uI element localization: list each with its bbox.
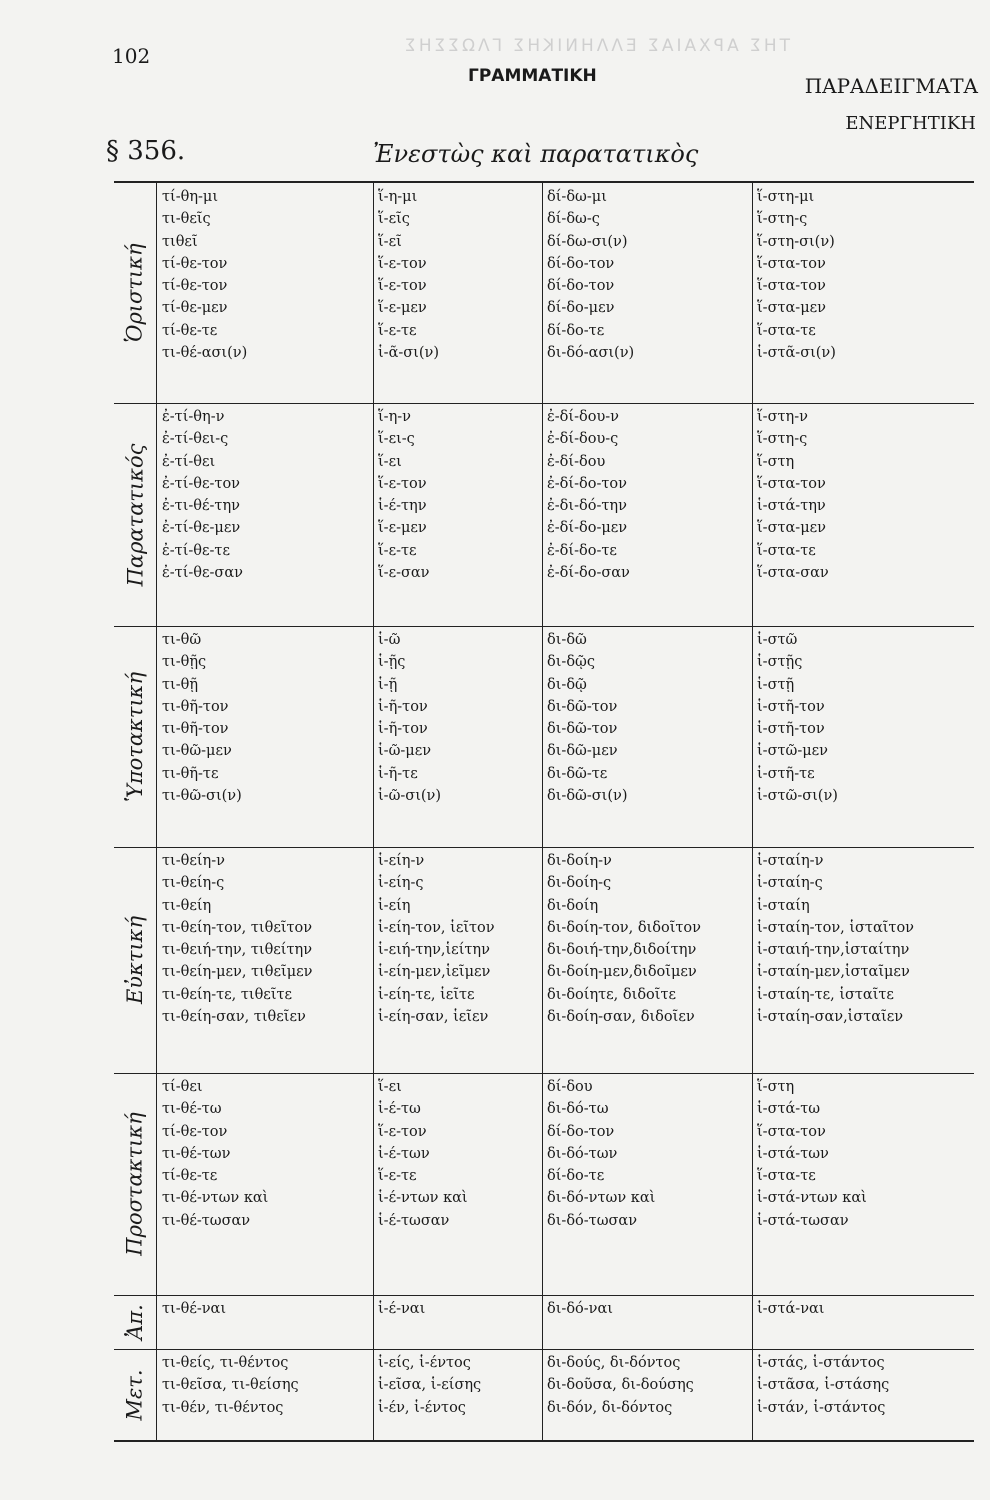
- verb-form: τι-θειή-την, τιθείτην: [162, 942, 313, 959]
- verb-form: ἱ-σταίη: [757, 897, 810, 914]
- verb-form: ἵ-στη-ς: [757, 211, 808, 228]
- verb-form: δι-δῶ: [547, 632, 587, 648]
- verb-form: δι-δοίη-σαν, διδοῖεν: [547, 1009, 695, 1026]
- row-rule: [114, 1073, 974, 1074]
- verb-form: δί-δω-μι: [547, 189, 607, 205]
- verb-column: [162, 1298, 226, 1320]
- verb-form: δι-δῶ-τον: [547, 721, 618, 738]
- verb-form: τι-θέ-των: [162, 1145, 231, 1162]
- verb-form: τιθεῖ: [162, 233, 198, 250]
- verb-form: ἵ-ε-τε: [378, 1168, 417, 1185]
- verb-form: δι-δῶ-τον: [547, 698, 618, 715]
- verb-form: ἱ-έν, ἱ-έντος: [378, 1399, 466, 1416]
- page-number: 102: [112, 44, 151, 68]
- verb-form: ἱ-ῆ-τον: [378, 721, 428, 738]
- verb-form: δι-δοῦσα, δι-δούσης: [547, 1377, 694, 1394]
- verb-column: [378, 1076, 468, 1232]
- verb-form: δι-δῶ-μεν: [547, 743, 618, 760]
- verb-form: δί-δο-τον: [547, 278, 615, 295]
- mood-block: [114, 1295, 974, 1349]
- verb-form: τί-θε-τον: [162, 1123, 228, 1140]
- verb-form: δι-δοίη-μεν,διδοῖμεν: [547, 964, 697, 981]
- verb-form: ἱ-είη-ν: [378, 853, 425, 869]
- verb-form: ἱ-έ-των: [378, 1145, 430, 1162]
- section-header: ΠΑΡΑΔΕΙΓΜΑΤΑ: [804, 74, 978, 98]
- verb-form: ἱ-στῶ: [757, 632, 798, 648]
- verb-form: ἵ-ε-τον: [378, 475, 427, 492]
- verb-form: ἵ-στη: [757, 453, 795, 470]
- verb-form: ἱ-στῆ-τον: [757, 698, 825, 715]
- verb-form: ἐ-τί-θε-σαν: [162, 565, 243, 582]
- verb-form: τι-θῶ: [162, 632, 202, 648]
- verb-column: [757, 1352, 889, 1419]
- verb-form: δι-δῶ-σι(ν): [547, 788, 628, 805]
- verb-form: ἱ-στά-ναι: [757, 1301, 825, 1317]
- running-title: ΓΡΑΜΜΑΤΙΚΗ: [468, 66, 597, 86]
- verb-form: δι-δοίη: [547, 897, 599, 914]
- verb-form: ἱ-ῆ-τε: [378, 765, 418, 782]
- verb-form: ἱ-στά-τωσαν: [757, 1212, 849, 1229]
- verb-form: δί-δο-τον: [547, 255, 615, 272]
- verb-form: ἱ-είη-μεν,ἱεῖμεν: [378, 964, 491, 981]
- verb-form: ἱ-έ-ντων καὶ: [378, 1190, 468, 1207]
- verb-form: ἵ-η-ν: [378, 409, 411, 425]
- verb-form: τι-θέ-τωσαν: [162, 1212, 251, 1229]
- verb-form: ἱ-ῇ: [378, 676, 398, 693]
- verb-form: τι-θείη-τε, τιθεῖτε: [162, 986, 293, 1003]
- verb-form: ἐ-τι-θέ-την: [162, 498, 240, 515]
- verb-form: τι-θείη-ν: [162, 853, 225, 869]
- verb-form: ἐ-δί-δο-σαν: [547, 565, 630, 582]
- verb-form: ἵ-στη: [757, 1079, 795, 1095]
- verb-form: δι-δοίη-τον, διδοῖτον: [547, 919, 701, 936]
- verb-column: [378, 186, 439, 364]
- verb-form: ἱ-στά-των: [757, 1145, 829, 1162]
- verb-form: ἐ-δί-δου: [547, 453, 606, 470]
- verb-form: ἐ-τί-θει-ς: [162, 431, 229, 448]
- verb-form: ἱ-στῇ: [757, 676, 795, 693]
- verb-form: ἵ-στα-τε: [757, 1168, 816, 1185]
- mood-label: [114, 847, 156, 1073]
- verb-column: [547, 1352, 694, 1419]
- verb-form: ἵ-εῖ: [378, 233, 402, 250]
- verb-form: τι-θῆ-τον: [162, 698, 229, 715]
- verb-form: τι-θῶ-σι(ν): [162, 788, 242, 805]
- verb-form: δι-δοιή-την,διδοίτην: [547, 942, 697, 959]
- mood-label-text: Ὑποτακτική: [123, 671, 147, 802]
- section-subheader: ΕΝΕΡΓΗΤΙΚΗ: [845, 113, 976, 134]
- verb-column: [162, 186, 247, 364]
- mood-label: [114, 183, 156, 403]
- verb-form: ἵ-στη-ν: [757, 409, 808, 425]
- mood-label-text: Εὐκτική: [123, 915, 148, 1005]
- verb-form: τι-θῆ-τον: [162, 721, 229, 738]
- verb-form: ἐ-δί-δο-τε: [547, 542, 617, 559]
- row-rule: [114, 1295, 974, 1296]
- verb-form: ἱ-ῶ-σι(ν): [378, 788, 442, 805]
- verb-form: δί-δο-μεν: [547, 300, 615, 317]
- verb-form: ἵ-στα-τον: [757, 278, 826, 295]
- verb-form: ἱ-έ-τω: [378, 1101, 421, 1118]
- verb-form: ἱ-σταιή-την,ἱσταίτην: [757, 942, 910, 959]
- verb-form: ἱ-είς, ἱ-έντος: [378, 1355, 471, 1371]
- verb-form: ἱ-εῖσα, ἱ-είσης: [378, 1377, 482, 1394]
- verb-column: [378, 406, 430, 584]
- verb-form: ἱ-στῆ-τε: [757, 765, 815, 782]
- verb-form: δι-δό-τωσαν: [547, 1212, 638, 1229]
- verb-column: [547, 850, 701, 1028]
- verb-form: ἱ-σταίη-σαν,ἱσταῖεν: [757, 1009, 904, 1026]
- verb-form: ἱ-στᾶ-σι(ν): [757, 345, 836, 362]
- verb-form: ἱ-στῶ-μεν: [757, 743, 828, 760]
- verb-form: ἵ-στα-μεν: [757, 520, 826, 537]
- verb-column: [378, 850, 495, 1028]
- verb-form: ἵ-η-μι: [378, 189, 418, 205]
- verb-form: ἱ-ῶ-μεν: [378, 743, 432, 760]
- verb-form: τι-θείη-σαν, τιθεῖεν: [162, 1009, 306, 1026]
- verb-form: τι-θέ-τω: [162, 1101, 222, 1118]
- verb-form: ἵ-στη-σι(ν): [757, 233, 835, 250]
- verb-form: ἱ-ῇς: [378, 654, 406, 671]
- verb-form: ἐ-τί-θε-τε: [162, 542, 230, 559]
- row-rule: [114, 847, 974, 848]
- verb-form: ἵ-ε-τον: [378, 278, 427, 295]
- verb-form: τι-θῶ-μεν: [162, 743, 232, 760]
- verb-form: ἐ-δί-δο-τον: [547, 475, 627, 492]
- mood-block: [114, 183, 974, 403]
- verb-form: ἵ-ε-μεν: [378, 520, 427, 537]
- verb-column: [547, 186, 634, 364]
- verb-form: ἵ-στα-σαν: [757, 565, 829, 582]
- mood-block: [114, 1073, 974, 1295]
- verb-form: δι-δό-ντων καὶ: [547, 1190, 656, 1207]
- verb-form: δι-δό-ναι: [547, 1301, 613, 1317]
- verb-form: ἱ-έ-την: [378, 498, 427, 515]
- verb-form: τι-θεῖσα, τι-θείσης: [162, 1377, 299, 1394]
- verb-form: τι-θείη: [162, 897, 212, 914]
- verb-form: τί-θε-τον: [162, 278, 228, 295]
- verb-form: ἱ-είη-σαν, ἱεῖεν: [378, 1009, 489, 1026]
- verb-form: ἵ-ε-μεν: [378, 300, 427, 317]
- verb-form: ἐ-δι-δό-την: [547, 498, 627, 515]
- verb-form: δί-δω-σι(ν): [547, 233, 628, 250]
- verb-form: ἱ-ῶ: [378, 632, 401, 648]
- verb-column: [757, 406, 829, 584]
- row-rule: [114, 1349, 974, 1350]
- verb-form: τί-θη-μι: [162, 189, 219, 205]
- verb-column: [378, 1352, 481, 1419]
- mood-label-text: Παρατατικός: [123, 443, 148, 586]
- verb-form: ἱ-σταίη-ν: [757, 853, 824, 869]
- verb-form: δι-δόν, δι-δόντος: [547, 1399, 673, 1416]
- verb-form: ἐ-δί-δο-μεν: [547, 520, 628, 537]
- bleed-through-text: ΤΗΣ ΑΡΧΑΙΑΣ ΕΛΛΗΝΙΚΗΣ ΓΛΩΣΣΗΣ: [402, 36, 790, 56]
- verb-form: ἵ-στα-τον: [757, 255, 826, 272]
- verb-form: ἱ-είη-ς: [378, 875, 424, 892]
- verb-column: [162, 850, 312, 1028]
- conjugation-table: [114, 181, 974, 1442]
- verb-form: ἐ-τί-θε-μεν: [162, 520, 241, 537]
- verb-form: ἐ-τί-θει: [162, 453, 216, 470]
- verb-form: τι-θῇς: [162, 654, 207, 671]
- verb-form: ἵ-στα-μεν: [757, 300, 826, 317]
- mood-block: [114, 403, 974, 626]
- verb-form: ἵ-εῖς: [378, 211, 410, 228]
- mood-label-text: Ἀπ.: [123, 1304, 147, 1340]
- verb-form: τι-θέν, τι-θέντος: [162, 1399, 284, 1416]
- verb-form: ἱ-είη-τον, ἱεῖτον: [378, 919, 495, 936]
- verb-form: ἐ-τί-θε-τον: [162, 475, 240, 492]
- verb-form: τί-θε-τε: [162, 322, 218, 339]
- verb-form: τι-θέ-ασι(ν): [162, 345, 248, 362]
- verb-form: ἱ-ῆ-τον: [378, 698, 428, 715]
- verb-form: δι-δοίη-ν: [547, 853, 612, 869]
- verb-form: δι-δῶ-τε: [547, 765, 608, 782]
- verb-form: τί-θε-μεν: [162, 300, 228, 317]
- verb-form: δί-δο-τε: [547, 322, 605, 339]
- verb-form: ἵ-ε-σαν: [378, 565, 430, 582]
- row-rule: [114, 626, 974, 627]
- verb-form: δί-δου: [547, 1079, 593, 1095]
- verb-form: ἱ-στάς, ἱ-στάντος: [757, 1355, 885, 1371]
- verb-form: ἵ-στα-τε: [757, 322, 816, 339]
- verb-column: [162, 1352, 299, 1419]
- verb-column: [547, 1076, 655, 1232]
- verb-form: ἐ-τί-θη-ν: [162, 409, 225, 425]
- verb-form: ἵ-στα-τον: [757, 1123, 826, 1140]
- verb-form: ἱ-στά-την: [757, 498, 826, 515]
- verb-form: τι-θῇ: [162, 676, 199, 693]
- verb-column: [162, 406, 243, 584]
- table-title: Ἐνεστὼς καὶ παρατατικὸς: [373, 140, 699, 168]
- verb-form: ἵ-στη-μι: [757, 189, 815, 205]
- verb-form: τί-θε-τε: [162, 1168, 218, 1185]
- mood-block: [114, 847, 974, 1073]
- verb-form: ἐ-δί-δου-ς: [547, 431, 619, 448]
- verb-column: [757, 1298, 825, 1320]
- verb-column: [547, 629, 627, 807]
- verb-form: τί-θε-τον: [162, 255, 228, 272]
- verb-form: ἱ-είη: [378, 897, 411, 914]
- verb-form: ἵ-ει: [378, 1079, 402, 1095]
- verb-form: ἵ-ε-τον: [378, 255, 427, 272]
- verb-form: τι-θείη-τον, τιθεῖτον: [162, 919, 313, 936]
- verb-column: [378, 629, 441, 807]
- verb-form: ἱ-έ-ναι: [378, 1301, 426, 1317]
- row-rule: [114, 403, 974, 404]
- verb-form: ἵ-στα-τε: [757, 542, 816, 559]
- verb-form: δι-δούς, δι-δόντος: [547, 1355, 681, 1371]
- verb-form: ἵ-στα-τον: [757, 475, 826, 492]
- mood-label-text: Μετ.: [123, 1368, 148, 1421]
- verb-form: δι-δό-τω: [547, 1101, 609, 1118]
- verb-form: ἱ-στάν, ἱ-στάντος: [757, 1399, 886, 1416]
- verb-form: ἵ-ε-τε: [378, 322, 417, 339]
- verb-form: ἵ-ει: [378, 453, 402, 470]
- verb-column: [547, 1298, 613, 1320]
- mood-block: [114, 1349, 974, 1440]
- verb-form: ἱ-έ-τωσαν: [378, 1212, 450, 1229]
- verb-form: ἵ-ε-τον: [378, 1123, 427, 1140]
- verb-form: ἱ-ειή-την,ἱείτην: [378, 942, 490, 959]
- verb-form: ἱ-στῇς: [757, 654, 803, 671]
- verb-form: ἱ-σταίη-τε, ἱσταῖτε: [757, 986, 894, 1003]
- verb-form: ἵ-ει-ς: [378, 431, 415, 448]
- verb-column: [757, 629, 838, 807]
- verb-column: [757, 1076, 867, 1232]
- verb-form: ἱ-στᾶσα, ἱ-στάσης: [757, 1377, 890, 1394]
- mood-label: [114, 403, 156, 626]
- verb-form: δι-δῷ: [547, 676, 587, 693]
- mood-label: [114, 1349, 156, 1440]
- verb-form: ἵ-στη-ς: [757, 431, 808, 448]
- verb-form: ἱ-στῶ-σι(ν): [757, 788, 838, 805]
- verb-form: δί-δω-ς: [547, 211, 600, 228]
- verb-form: τί-θει: [162, 1079, 203, 1095]
- verb-form: τι-θέ-ναι: [162, 1301, 227, 1317]
- verb-form: δί-δο-τον: [547, 1123, 615, 1140]
- verb-form: ἱ-ᾶ-σι(ν): [378, 345, 439, 362]
- mood-label: [114, 626, 156, 847]
- verb-form: τι-θείη-ς: [162, 875, 225, 892]
- verb-form: ἱ-σταίη-τον, ἱσταῖτον: [757, 919, 915, 936]
- verb-column: [378, 1298, 425, 1320]
- verb-form: δι-δοίητε, διδοῖτε: [547, 986, 676, 1003]
- verb-form: ἱ-στῆ-τον: [757, 721, 825, 738]
- verb-form: δι-δῷς: [547, 654, 595, 671]
- verb-form: ἱ-είη-τε, ἱεῖτε: [378, 986, 475, 1003]
- verb-form: ἱ-σταίη-μεν,ἱσταῖμεν: [757, 964, 910, 981]
- mood-block: [114, 626, 974, 847]
- verb-column: [547, 406, 630, 584]
- verb-form: ἱ-στά-ντων καὶ: [757, 1190, 867, 1207]
- mood-label: [114, 1295, 156, 1349]
- verb-form: δί-δο-τε: [547, 1168, 605, 1185]
- verb-form: δι-δό-ασι(ν): [547, 345, 635, 362]
- verb-form: τι-θῆ-τε: [162, 765, 219, 782]
- verb-column: [162, 1076, 268, 1232]
- mood-label-text: Ὁριστική: [123, 243, 148, 343]
- verb-column: [757, 186, 836, 364]
- verb-form: ἱ-στά-τω: [757, 1101, 821, 1118]
- verb-form: ἐ-δί-δου-ν: [547, 409, 619, 425]
- verb-form: ἱ-σταίη-ς: [757, 875, 823, 892]
- verb-form: τι-θείη-μεν, τιθεῖμεν: [162, 964, 313, 981]
- verb-column: [757, 850, 914, 1028]
- mood-label: [114, 1073, 156, 1295]
- verb-form: τι-θείς, τι-θέντος: [162, 1355, 289, 1371]
- verb-form: δι-δοίη-ς: [547, 875, 612, 892]
- paragraph-number: § 356.: [106, 136, 186, 166]
- mood-label-text: Προστακτική: [123, 1112, 148, 1256]
- verb-form: ἵ-ε-τε: [378, 542, 417, 559]
- verb-column: [162, 629, 242, 807]
- verb-form: δι-δό-των: [547, 1145, 618, 1162]
- verb-form: τι-θεῖς: [162, 211, 211, 228]
- verb-form: τι-θέ-ντων καὶ: [162, 1190, 269, 1207]
